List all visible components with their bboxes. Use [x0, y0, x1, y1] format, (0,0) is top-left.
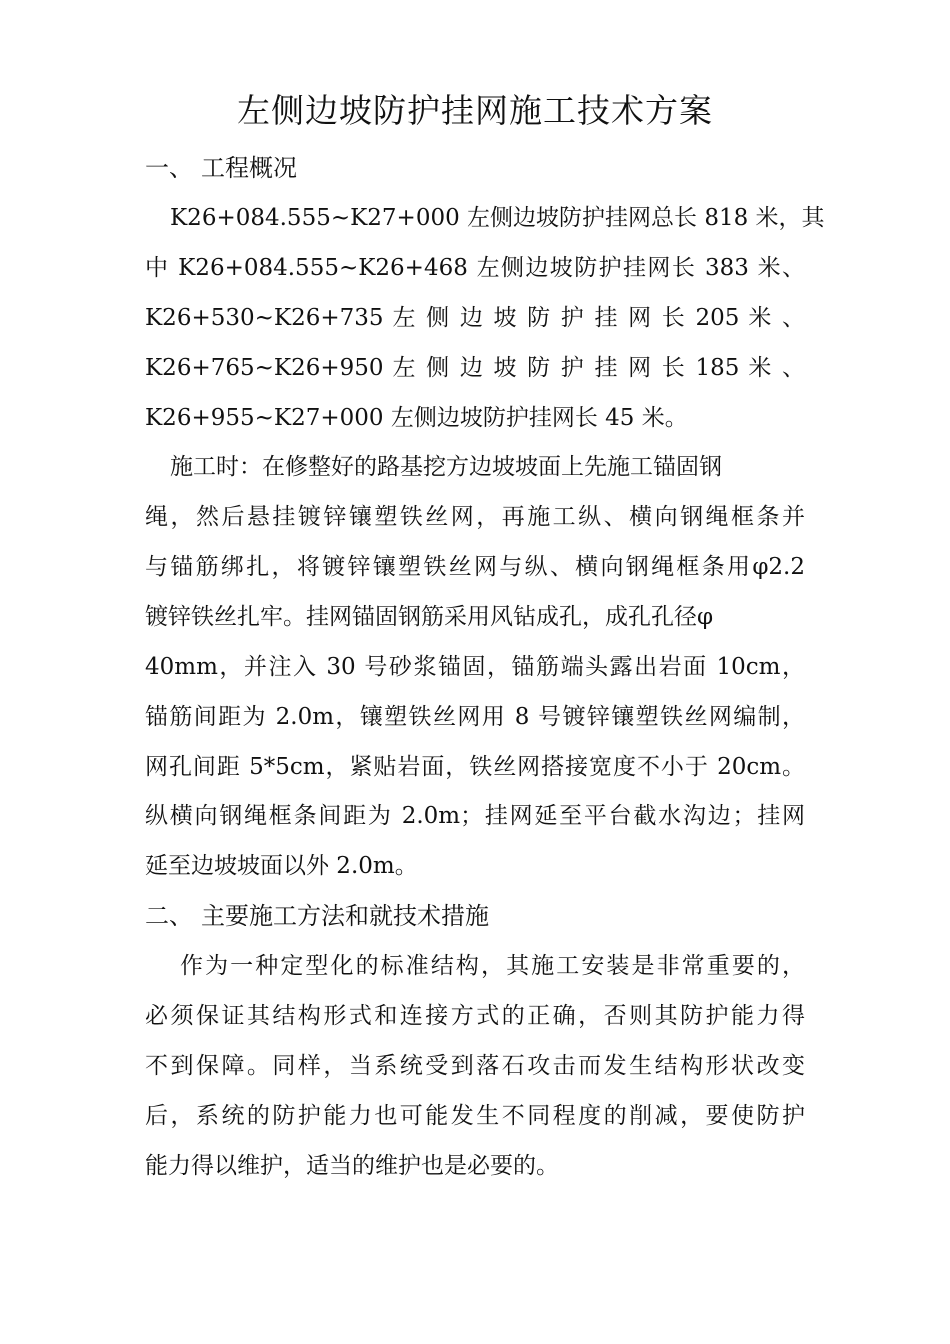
- paragraph-line: 锚筋间距为 2.0m，镶塑铁丝网用 8 号镀锌镶塑铁丝网编制，: [145, 704, 805, 730]
- paragraph-line: 必须保证其结构形式和连接方式的正确，否则其防护能力得: [145, 1003, 805, 1029]
- section-1-number: 一、: [145, 154, 193, 182]
- paragraph-line: 40mm，并注入 30 号砂浆锚固，锚筋端头露出岩面 10cm，: [145, 654, 805, 680]
- paragraph-line: 施工时：在修整好的路基挖方边坡坡面上先施工锚固钢: [170, 454, 722, 480]
- paragraph-line: 不到保障。同样，当系统受到落石攻击而发生结构形状改变: [145, 1053, 805, 1079]
- paragraph-line: K26+084.555~K27+000 左侧边坡防护挂网总长 818 米，其: [170, 205, 825, 231]
- paragraph-line: 网孔间距 5*5cm，紧贴岩面，铁丝网搭接宽度不小于 20cm。: [145, 754, 805, 780]
- paragraph-line: K26+765~K26+950 左 侧 边 坡 防 护 挂 网 长 185 米 、: [145, 355, 805, 381]
- document-title: 左侧边坡防护挂网施工技术方案: [237, 91, 713, 130]
- paragraph-line: K26+955~K27+000 左侧边坡防护挂网长 45 米。: [145, 405, 688, 431]
- section-2-title: 主要施工方法和就技术措施: [201, 902, 489, 930]
- paragraph-line: K26+530~K26+735 左 侧 边 坡 防 护 挂 网 长 205 米 、: [145, 305, 805, 331]
- section-2-number: 二、: [145, 902, 193, 930]
- paragraph-line: 作为一种定型化的标准结构，其施工安装是非常重要的，: [180, 953, 805, 979]
- paragraph-line: 绳，然后悬挂镀锌镶塑铁丝网，再施工纵、横向钢绳框条并: [145, 504, 805, 530]
- section-1-title: 工程概况: [201, 154, 297, 182]
- paragraph-line: 延至边坡坡面以外 2.0m。: [145, 853, 418, 879]
- section-1-heading: [145, 148, 297, 188]
- paragraph-line: 镀锌铁丝扎牢。挂网锚固钢筋采用风钻成孔，成孔孔径φ: [145, 604, 714, 630]
- paragraph-line: 中 K26+084.555~K26+468 左侧边坡防护挂网长 383 米、: [145, 255, 805, 281]
- paragraph-line: 能力得以维护，适当的维护也是必要的。: [145, 1153, 559, 1179]
- paragraph-line: 纵横向钢绳框条间距为 2.0m；挂网延至平台截水沟边；挂网: [145, 803, 805, 829]
- paragraph-line: 与锚筋绑扎，将镀锌镶塑铁丝网与纵、横向钢绳框条用φ2.2: [145, 554, 805, 580]
- section-2-heading: [145, 896, 489, 936]
- paragraph-line: 后，系统的防护能力也可能发生不同程度的削减，要使防护: [145, 1103, 805, 1129]
